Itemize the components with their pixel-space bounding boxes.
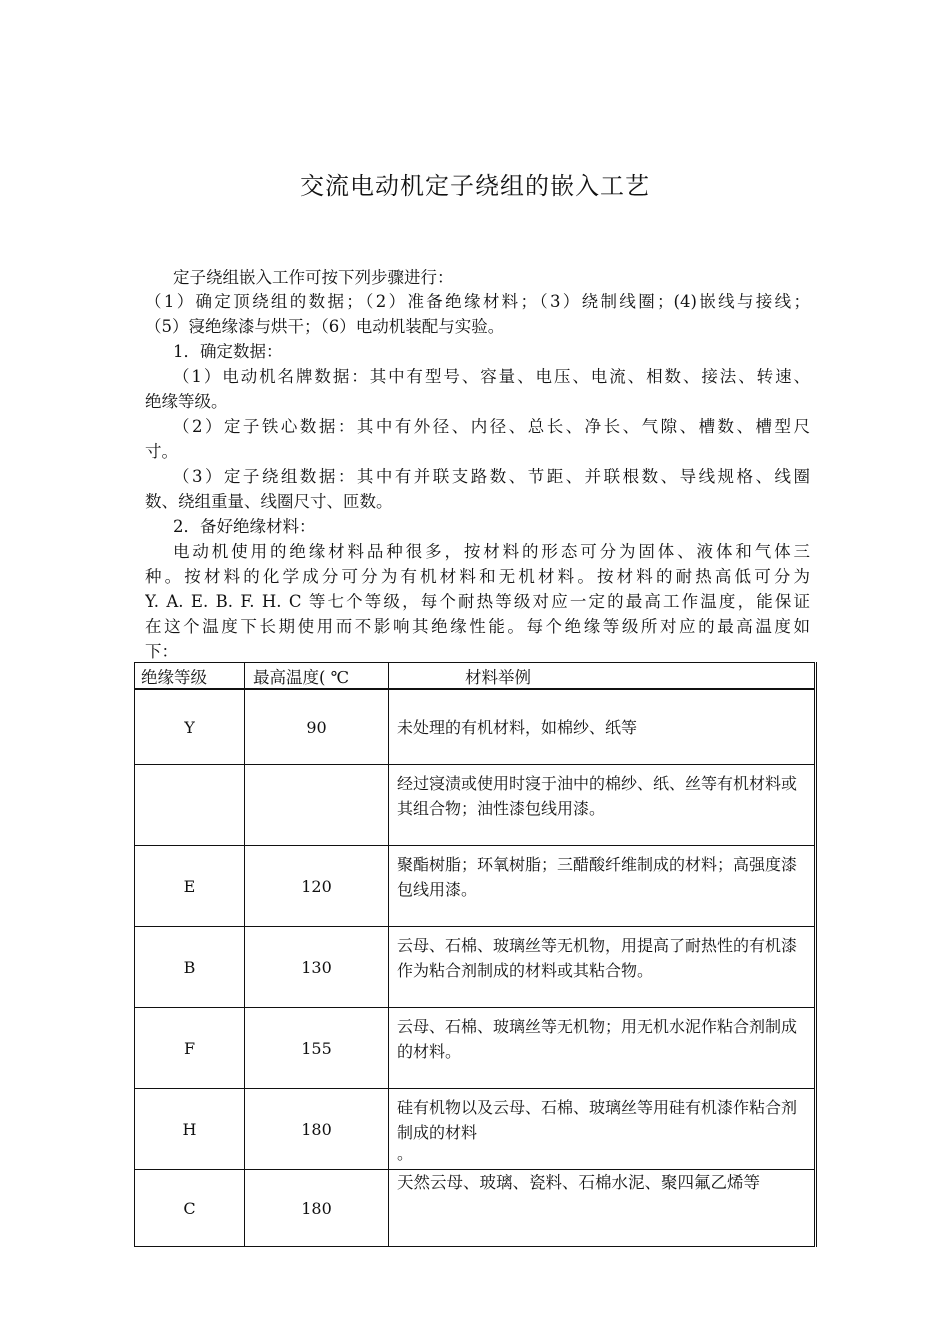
table-row	[135, 765, 816, 846]
table-row	[135, 1089, 816, 1170]
material-cell: 天然云母、玻璃、瓷料、石棉水泥、聚四氟乙烯等	[389, 1170, 816, 1247]
intro-paragraph: 定子绕组嵌入工作可按下列步骤进行：	[173, 268, 454, 287]
grade-cell: E	[135, 846, 245, 927]
grade-cell: C	[135, 1170, 245, 1247]
data-item-3-line-2: 数、绕组重量、线圈尺寸、匝数。	[145, 492, 393, 511]
steps-line-2: （5）寖绝缘漆与烘干；（6）电动机装配与实验。	[145, 317, 505, 336]
temp-cell: 155	[245, 1008, 389, 1089]
steps-line-1: （1）确定顶绕组的数据；（2）准备绝缘材料；（3）绕制线圈；(4)嵌线与接线；	[145, 292, 810, 311]
temp-cell: 180	[245, 1089, 389, 1170]
grade-cell: H	[135, 1089, 245, 1170]
table-row	[135, 846, 816, 927]
material-cell: 聚酯树脂；环氧树脂；三醋酸纤维制成的材料；高强度漆包线用漆。	[389, 846, 816, 927]
header-grade: 绝缘等级	[135, 663, 245, 690]
section-heading-2: 2．备好绝缘材料：	[173, 517, 316, 536]
material-cell: 未处理的有机材料，如棉纱、纸等	[389, 689, 816, 765]
temp-cell	[245, 765, 389, 846]
section-heading-1: 1．确定数据：	[173, 342, 283, 361]
materials-line-4: 在这个温度下长期使用而不影响其绝缘性能。每个绝缘等级所对应的最高温度如	[145, 617, 810, 636]
document-title: 交流电动机定子绕组的嵌入工艺	[300, 172, 650, 200]
grade-cell	[135, 765, 245, 846]
grade-cell: Y	[135, 689, 245, 765]
material-text: 硅有机物以及云母、石棉、玻璃丝等用硅有机漆作粘合剂制成的材料	[397, 1098, 798, 1142]
temp-cell: 90	[245, 689, 389, 765]
table-row	[135, 1170, 816, 1247]
temp-cell: 120	[245, 846, 389, 927]
material-cell: 云母、石棉、玻璃丝等无机物，用提高了耐热性的有机漆作为粘合剂制成的材料或其粘合物。	[389, 927, 816, 1008]
grade-cell: B	[135, 927, 245, 1008]
header-material-examples: 材料举例	[389, 663, 816, 690]
material-cell: 经过寖渍或使用时寖于油中的棉纱、纸、丝等有机材料或其组合物；油性漆包线用漆。	[389, 765, 816, 846]
trailing-mark: 。	[397, 1144, 414, 1163]
materials-line-5: 下：	[145, 642, 178, 661]
data-item-1-line-2: 绝缘等级。	[145, 392, 228, 411]
temp-cell: 180	[245, 1170, 389, 1247]
header-max-temp: 最高温度( ℃	[245, 663, 389, 690]
materials-line-2: 种。按材料的化学成分可分为有机材料和无机材料。按材料的耐热高低可分为	[145, 567, 810, 586]
grade-cell: F	[135, 1008, 245, 1089]
materials-line-3: Y. A. E. B. F. H. C 等七个等级，每个耐热等级对应一定的最高工作温度，能保证	[145, 592, 810, 611]
table-row	[135, 927, 816, 1008]
insulation-grade-table	[134, 662, 817, 1247]
table-header-row	[135, 663, 816, 690]
data-item-1-line-1: （1）电动机名牌数据：其中有型号、容量、电压、电流、相数、接法、转速、	[173, 367, 810, 386]
materials-line-1: 电动机使用的绝缘材料品种很多，按材料的形态可分为固体、液体和气体三	[173, 542, 810, 561]
data-item-2-line-2: 寸。	[145, 442, 178, 461]
temp-cell: 130	[245, 927, 389, 1008]
material-cell: 云母、石棉、玻璃丝等无机物；用无机水泥作粘合剂制成的材料。	[389, 1008, 816, 1089]
table-row	[135, 1008, 816, 1089]
data-item-3-line-1: （3）定子绕组数据：其中有并联支路数、节距、并联根数、导线规格、线圈	[173, 467, 810, 486]
data-item-2-line-1: （2）定子铁心数据：其中有外径、内径、总长、净长、气隙、槽数、槽型尺	[173, 417, 810, 436]
material-cell	[389, 1089, 816, 1170]
table-row	[135, 689, 816, 765]
